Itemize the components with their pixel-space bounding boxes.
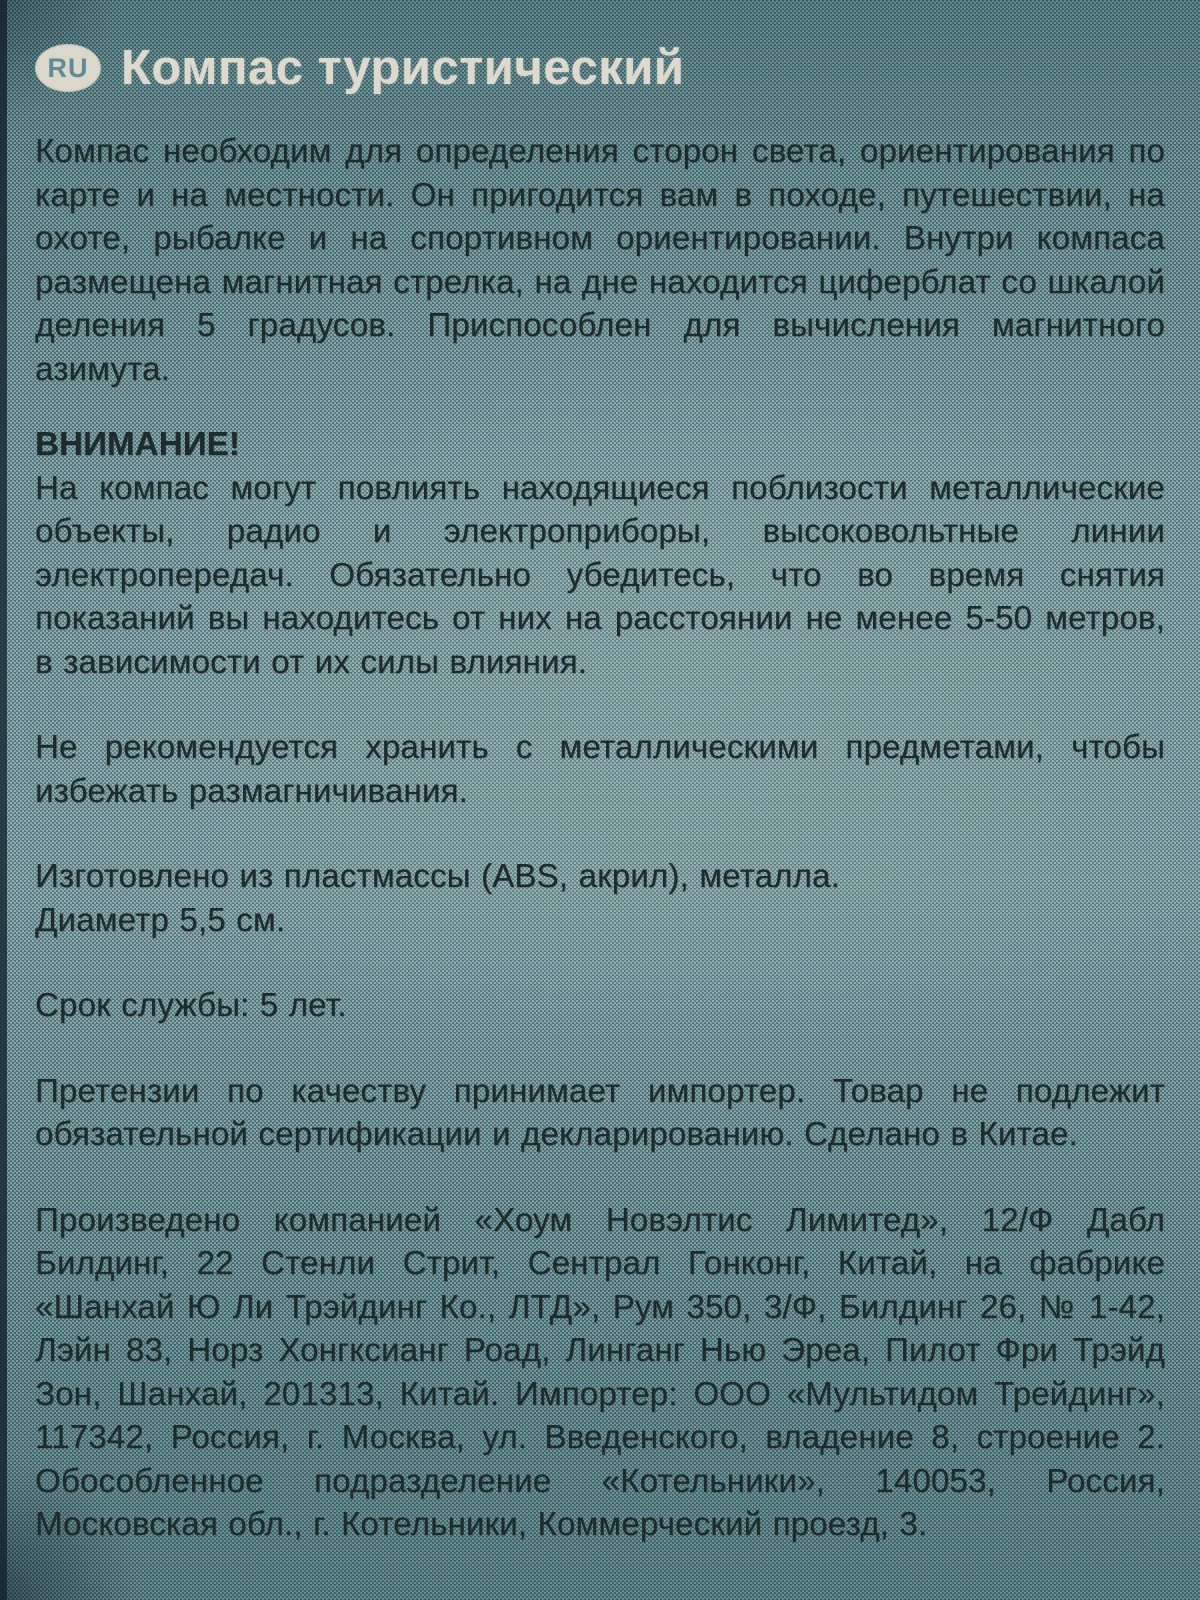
ru-badge-icon [35, 44, 101, 92]
manufacturer-paragraph: Произведено компанией «Хоум Новэлтис Лимитед», 12/Ф Дабл Билдинг, 22 Стенли Стрит, Сентрал Гонконг, Китай, на фабрике «Шанхай Ю Ли Трэйдинг Ко., ЛТД», Рум 350, 3/Ф, Билдинг 26, № 1-42, Лэйн 83, Норз Хонгксианг Роад, Линганг Нью Эреа, Пилот Фри Трэйд Зон, Шанхай, 201313, Китай. Импортер: ООО «Мультидом Трейдинг», 117342, Россия, г. Москва, ул. Введенского, владение 8, строение 2. Обособленное подразделение «Котельники», 140053, Россия, Московская обл., г. Котельники, Коммерческий проезд, 3. [35, 1200, 1165, 1542]
intro-paragraph: Компас необходим для определения сторон света, ориентирования по карте и на местности. Он пригодится вам в походе, путешествии, на охоте, рыбалке и на спортивном ориентировании. Внутри компаса размещена магнитная стрелка, на дне находится циферблат со шкалой деления 5 градусов. Приспособлен для вычисления магнитного азимута. [35, 132, 1165, 387]
claims-paragraph: Претензии по качеству принимает импортер. Товар не подлежит обязательной сертификации и декларированию. Сделано в Китае. [35, 1071, 1165, 1152]
warning-paragraph: На компас могут повлиять находящиеся поблизости металлические объекты, радио и электроприборы, высоковольтные линии электропередач. Обязательно убедитесь, что во время снятия показаний вы находитесь от них на расстоянии не менее 5-50 метров, в зависимости от их силы влияния. [35, 468, 1165, 680]
label-text-body [35, 129, 1165, 1546]
service-life-paragraph: Срок службы: 5 лет. [35, 986, 347, 1023]
materials-line: Изготовлено из пластмассы (ABS, акрил), металла. [35, 857, 840, 894]
materials-paragraph [35, 854, 1165, 941]
diameter-line: Диаметр 5,5 см. [35, 900, 286, 938]
page-title: Компас туристический [121, 41, 685, 95]
warning-heading: ВНИМАНИЕ! [35, 425, 241, 462]
storage-paragraph: Не рекомендуется хранить с металлическими предметами, чтобы избежать размагничивания. [35, 728, 1165, 809]
ru-badge-label: RU [47, 52, 89, 83]
header [35, 0, 1165, 96]
